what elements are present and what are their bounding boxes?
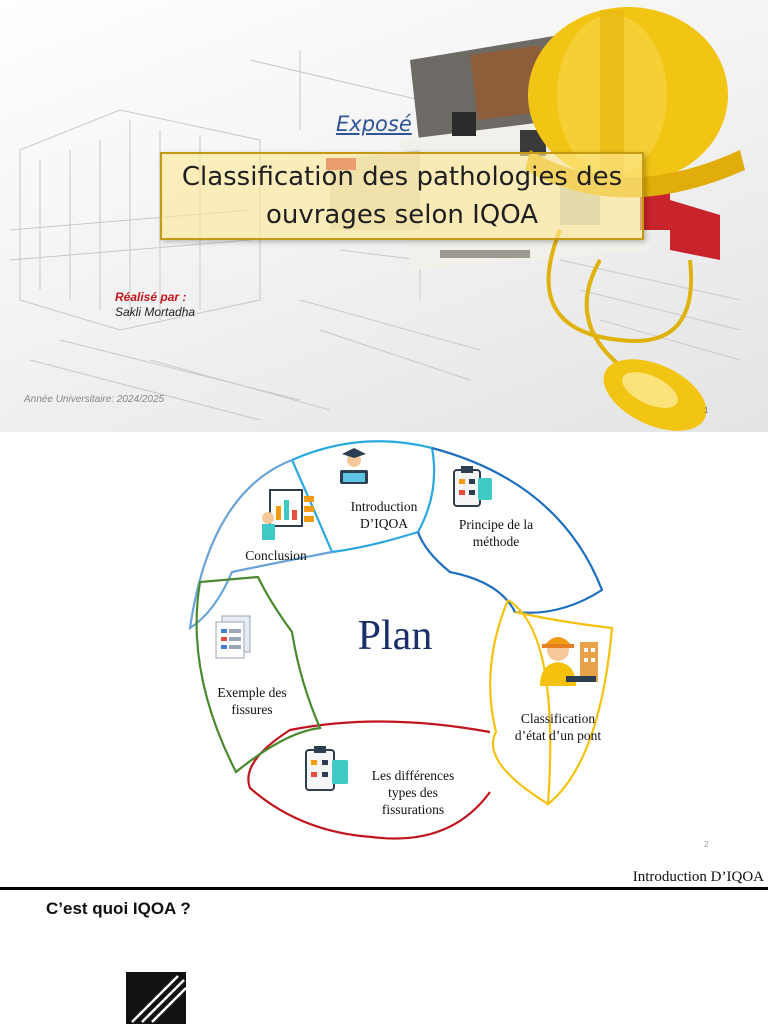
plan-item-fissurations: Les différences types des fissurations [371, 768, 455, 817]
engineer-helmet-icon [536, 628, 602, 688]
presentation-kicker: Exposé [336, 112, 412, 136]
presenter-chart-icon [258, 488, 316, 544]
iqoa-logo-icon [126, 972, 186, 1024]
plan-item-classification: Classification d’état d’un pont [514, 711, 602, 743]
title-slide [0, 0, 768, 432]
plan-item-introduction: Introduction D’IQOA [350, 499, 418, 531]
arc-exemple [197, 577, 320, 772]
header-divider [0, 887, 768, 890]
section-header: Introduction D’IQOA [632, 869, 764, 885]
plan-slide [0, 432, 768, 864]
slide-heading: C’est quoi IQOA ? [46, 899, 191, 918]
plan-item-principe: Principe de la méthode [458, 517, 534, 549]
author-name: Sakli Mortadha [115, 305, 196, 319]
presentation-title: Classification des pathologies des ouvrages selon IQOA [181, 162, 623, 230]
page-number: 2 [704, 840, 709, 849]
plan-title: Plan [357, 613, 433, 659]
page-number: 1 [704, 406, 709, 415]
academic-year: Année Universitaire: 2024/2025 [24, 394, 165, 405]
clipboard-flowchart-icon [450, 464, 496, 510]
presentation-title-box [160, 152, 644, 240]
documents-icon [212, 614, 254, 660]
plan-item-conclusion: Conclusion [245, 548, 307, 563]
plan-item-exemple: Exemple des fissures [217, 685, 287, 717]
computer-mouse-illustration [549, 230, 718, 432]
graduate-laptop-icon [334, 446, 374, 488]
intro-slide [0, 864, 768, 1024]
clipboard-flowchart-icon [302, 744, 352, 794]
author-label: Réalisé par : [115, 290, 187, 304]
arc-conclusion [190, 460, 332, 628]
